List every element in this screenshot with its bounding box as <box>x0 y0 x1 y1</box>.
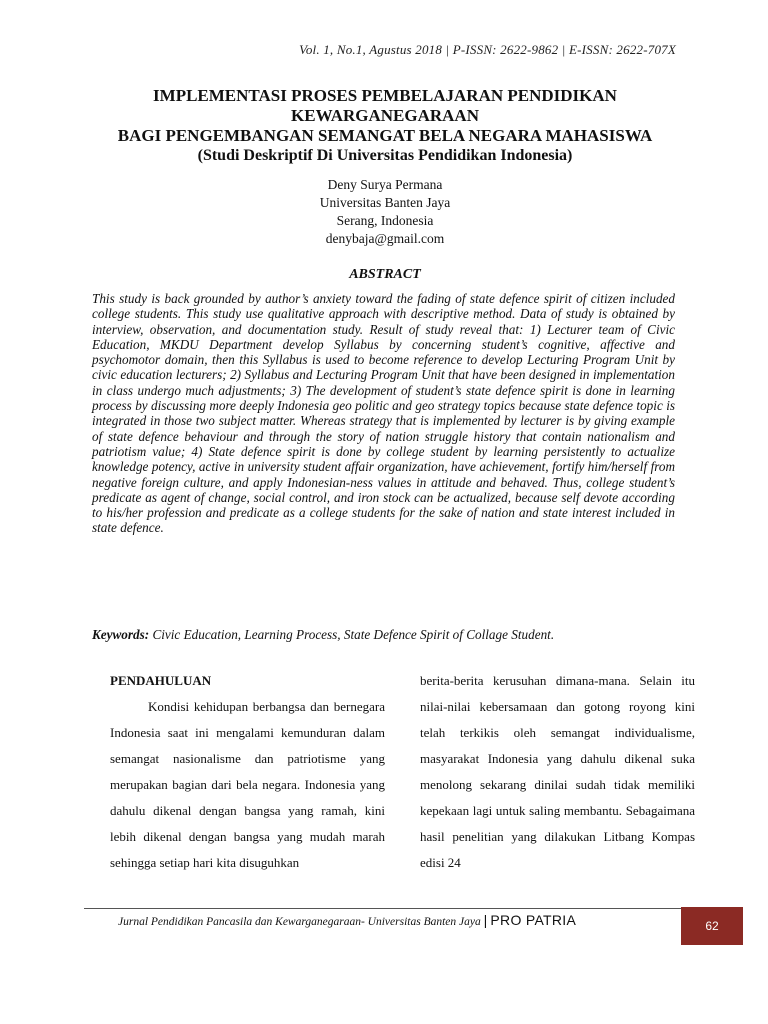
body-column-left <box>110 668 385 876</box>
footer-journal-name: Jurnal Pendidikan Pancasila dan Kewarganegaraan- Universitas Banten Jaya <box>118 916 481 928</box>
author-location: Serang, Indonesia <box>336 213 434 228</box>
keywords-label: Keywords: <box>92 627 150 642</box>
section-heading-pendahuluan: PENDAHULUAN <box>110 673 212 688</box>
body-paragraph-left: Kondisi kehidupan berbangsa dan bernegara Indonesia saat ini mengalami kemunduran dalam semangat nasionalisme dan patriotisme yang merupakan bagian dari bela negara. Indonesia yang dahulu dikenal dengan bangsa yang ramah, kini lebih dikenal dengan bangsa yang mudah marah sehingga setiap hari kita disuguhkan <box>110 699 385 870</box>
title-line-1: IMPLEMENTASI PROSES PEMBELAJARAN PENDIDIKAN <box>153 86 617 105</box>
page-number-box <box>681 907 743 945</box>
journal-volume-issn: Vol. 1, No.1, Agustus 2018 | P-ISSN: 2622-9862 | E-ISSN: 2622-707X <box>299 42 676 57</box>
keywords-line <box>92 627 682 643</box>
article-title <box>80 86 690 166</box>
footer-journal <box>118 912 678 928</box>
abstract-heading: ABSTRACT <box>349 267 421 282</box>
author-name: Deny Surya Permana <box>327 177 443 192</box>
author-email[interactable]: denybaja@gmail.com <box>325 231 445 246</box>
author-affiliation: Universitas Banten Jaya <box>319 195 451 210</box>
title-line-3: BAGI PENGEMBANGAN SEMANGAT BELA NEGARA MAHASISWA <box>117 126 653 145</box>
title-line-2: KEWARGANEGARAAN <box>291 106 479 125</box>
body-column-right <box>420 668 695 876</box>
author-block <box>80 176 690 248</box>
title-subtitle: (Studi Deskriptif Di Universitas Pendidikan Indonesia) <box>197 147 573 164</box>
footer-divider <box>84 908 682 909</box>
footer-brand: PRO PATRIA <box>490 912 577 928</box>
page-number: 62 <box>705 919 719 933</box>
abstract-text: This study is back grounded by author’s anxiety toward the fading of state defence spirit of citizen included college students. This study use qualitative approach with descriptive method. Data of study is obtained by interview, observation, and documentation study. Result of study reveal that: 1) Lecturer team of Civic Education, MKDU Department develop Syllabus by concerning student’s cognitive, affective and psychomotor domain, then this Syllabus is used to become reference to develop Lecturing Program Unit by civic education lecturers; 2) Syllabus and Lecturing Program Unit that have been designed in implementation in class undergo much adjustments; 3) The development of student’s state defence spirit is done in learning process by discussing more deeply Indonesia geo politic and geo strategy topics because state defence topic is integrated in those two subject matter. Whereas strategy that is implemented by lecturer is by giving example of state defence behaviour and through the story of nation struggle history that contain nationalism and patriotism value; 4) State defence spirit is done by college student by learning persistently to actualize knowledge potency, active in university student affair organization, have achievement, fortify him/herself from negative foreign culture, and apply Indonesian-ness values in attitude and behaved. Thus, college student’s predicate as agent of change, social control, and iron stock can be actualized, because self devote according to his/her profession and predicate as a college students for the sake of nation and state interest included in state defence. <box>92 291 675 536</box>
body-paragraph-right: berita-berita kerusuhan dimana-mana. Selain itu nilai-nilai kebersamaan dan gotong royong kini telah terkikis oleh semangat individualisme, masyarakat Indonesia yang dahulu dikenal suka menolong sekarang dinilai sudah tidak memiliki kepekaan lagi untuk saling membantu. Sebagaimana hasil penelitian yang dilakukan Litbang Kompas edisi 24 <box>420 673 695 870</box>
keywords-text: Civic Education, Learning Process, State Defence Spirit of Collage Student. <box>152 627 555 642</box>
footer-separator: | <box>483 912 488 928</box>
